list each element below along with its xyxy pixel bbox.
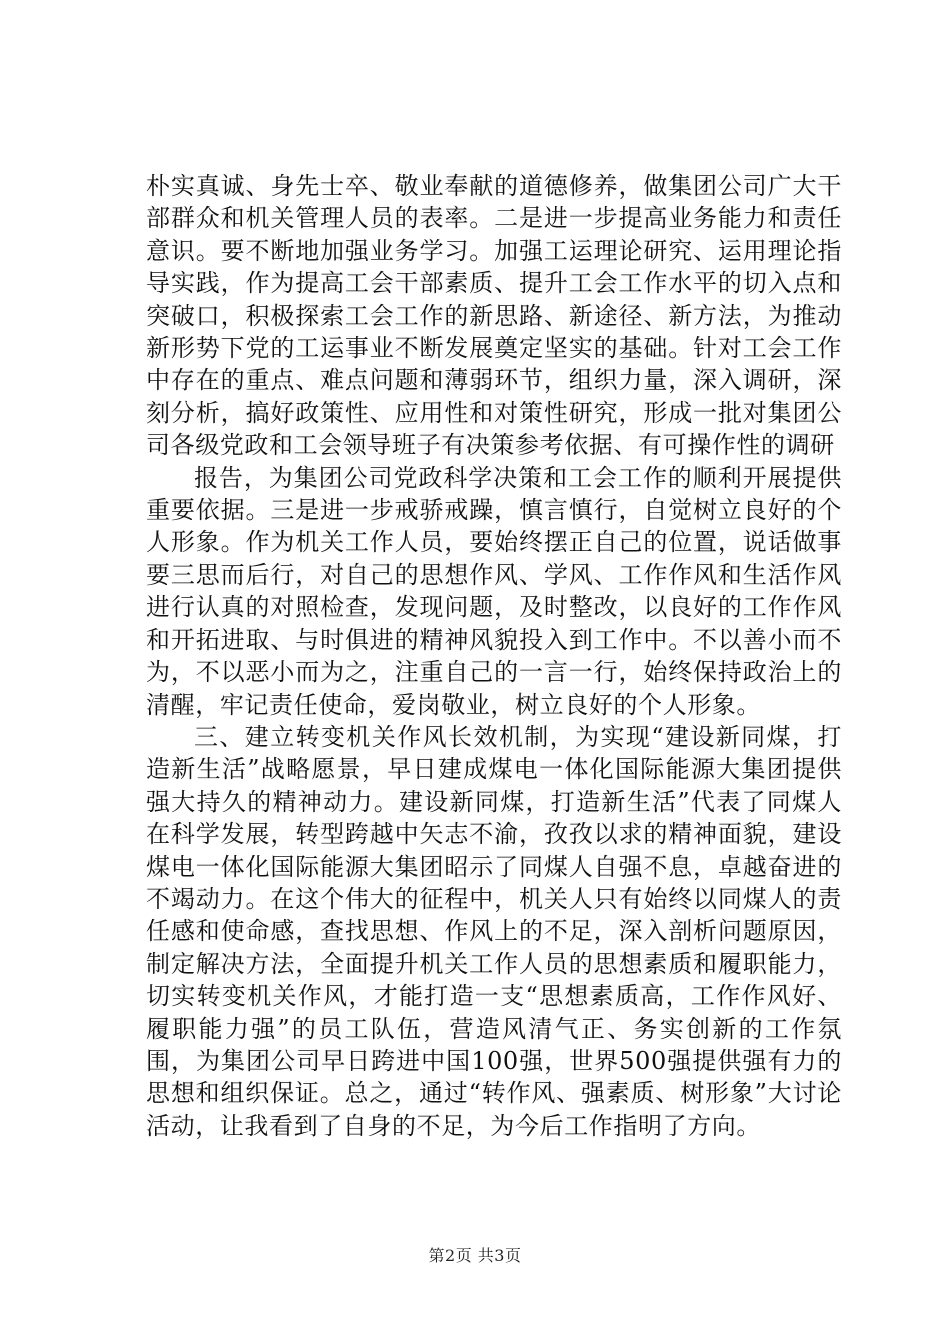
paragraph-2: 报告，为集团公司党政科学决策和工会工作的顺利开展提供重要依据。三是进一步戒骄戒躁，慎言慎行，自觉树立良好的个人形象。作为机关工作人员，要始终摆正自己的位置，说话做事要三思而后行，对自己的思想作风、学风、工作作风和生活作风进行认真的对照检查，发现问题，及时整改，以良好的工作作风和开拓进取、与时俱进的精神风貌投入到工作中。不以善小而不为，不以恶小而为之，注重自己的一言一行，始终保持政治上的清醒，牢记责任使命，爱岗敬业，树立良好的个人形象。	[146, 463, 842, 719]
page-footer: 第2页 共3页	[428, 1246, 522, 1265]
paragraph-3: 三、建立转变机关作风长效机制，为实现“建设新同煤，打造新生活”战略愿景，早日建成煤电一体化国际能源大集团提供强大持久的精神动力。建设新同煤，打造新生活”代表了同煤人在科学发展，转型跨越中矢志不渝，孜孜以求的精神面貌，建设煤电一体化国际能源大集团昭示了同煤人自强不息，卓越奋进的不竭动力。在这个伟大的征程中，机关人只有始终以同煤人的责任感和使命感，查找思想、作风上的不足，深入剖析问题原因，制定解决方法，全面提升机关工作人员的思想素质和履职能力，切实转变机关作风，才能打造一支“思想素质高，工作作风好、履职能力强”的员工队伍，营造风清气正、务实创新的工作氛围，为集团公司早日跨进中国100强，世界500强提供强有力的思想和组织保证。总之，通过“转作风、强素质、树形象”大讨论活动，让我看到了自身的不足，为今后工作指明了方向。	[146, 722, 842, 1140]
document-body	[146, 170, 842, 1142]
paragraph-1: 朴实真诚、身先士卒、敬业奉献的道德修养，做集团公司广大干部群众和机关管理人员的表率。二是进一步提高业务能力和责任意识。要不断地加强业务学习。加强工运理论研究、运用理论指导实践，作为提高工会干部素质、提升工会工作水平的切入点和突破口，积极探索工会工作的新思路、新途径、新方法，为推动新形势下党的工运事业不断发展奠定坚实的基础。针对工会工作中存在的重点、难点问题和薄弱环节，组织力量，深入调研，深刻分析，搞好政策性、应用性和对策性研究，形成一批对集团公司各级党政和工会领导班子有决策参考依据、有可操作性的调研	[146, 172, 842, 460]
